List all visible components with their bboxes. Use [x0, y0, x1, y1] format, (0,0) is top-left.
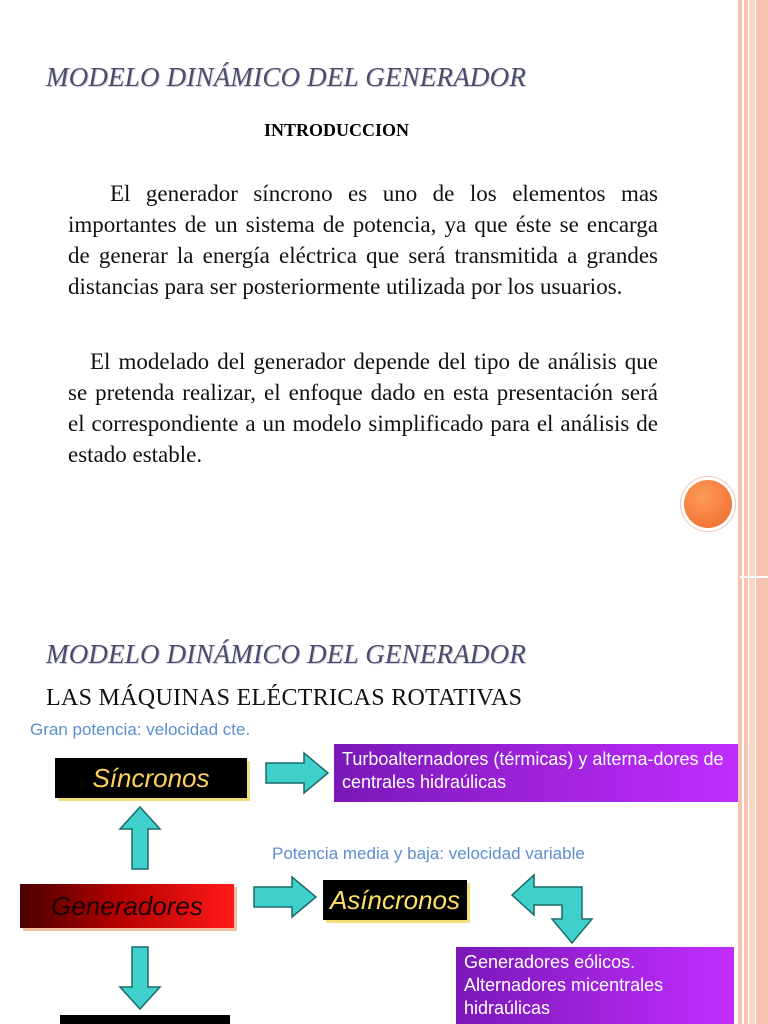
arrow-bent-icon	[510, 873, 594, 945]
asincronos-box: Asíncronos	[323, 880, 467, 920]
intro-paragraph-2: El modelado del generador depende del tipo de análisis que se pretenda realizar, el enfoque dado en esta presentación será el correspondiente a un modelo simplificado para el análisis de estado estable.	[68, 349, 658, 467]
async-description-box: Generadores eólicos. Alternadores micentrales hidraúlicas	[456, 947, 734, 1024]
arrow-right-async-icon	[252, 875, 318, 919]
sync-description-box: Turboalternadores (térmicas) y alterna-dores de centrales hidraúlicas	[334, 744, 738, 802]
arrow-right-sync-icon	[264, 751, 330, 795]
slide-heading: LAS MÁQUINAS ELÉCTRICAS ROTATIVAS	[46, 685, 523, 711]
slide-title: MODELO DINÁMICO DEL GENERADOR	[46, 639, 527, 669]
note-low-power: Potencia media y baja: velocidad variable	[272, 844, 585, 863]
generadores-box	[20, 884, 234, 928]
note-high-power: Gran potencia: velocidad cte.	[30, 720, 251, 739]
slide-subtitle: INTRODUCCION	[264, 120, 410, 140]
generadores-label: Generadores	[51, 890, 203, 921]
orange-circle-icon	[684, 480, 732, 528]
slide-maquinas-rotativas	[0, 577, 738, 1024]
bottom-category-box	[60, 1015, 230, 1024]
right-decor-bar	[738, 0, 768, 1024]
arrow-up-icon	[118, 805, 162, 871]
arrow-down-icon	[118, 945, 162, 1011]
slide-divider	[740, 576, 768, 578]
sincronos-box: Síncronos	[55, 758, 247, 798]
intro-paragraph-1: El generador síncrono es uno de los elementos mas importantes de un sistema de potencia, ya que éste se encarga de generar la energía eléctrica que será transmitida a grandes distancias para ser posteriormente utilizada por los usuarios.	[68, 181, 658, 299]
slide-title: MODELO DINÁMICO DEL GENERADOR	[46, 62, 527, 92]
